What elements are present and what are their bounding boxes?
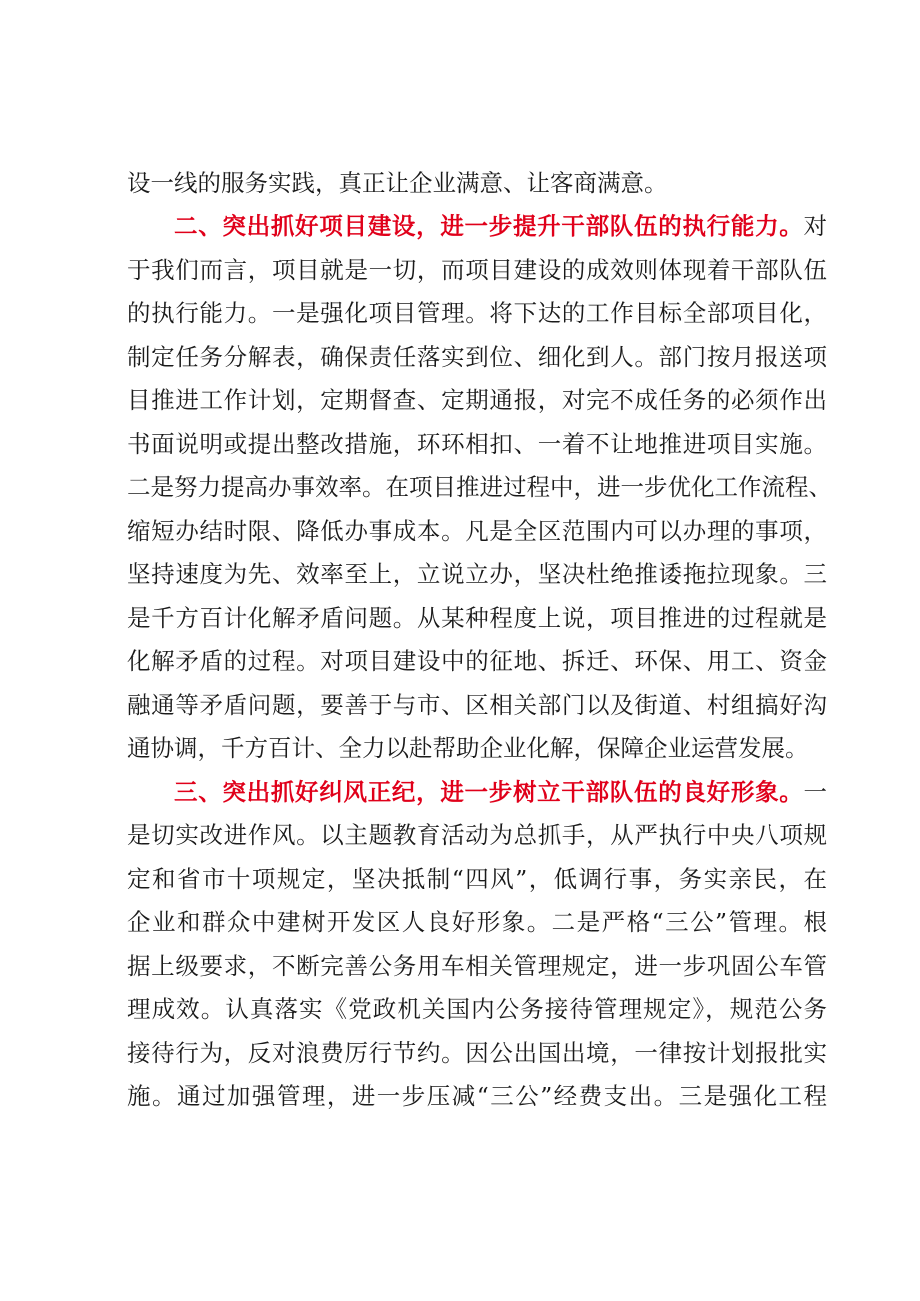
line-text: 缩短办结时限、降低办事成本。凡是全区范围内可以办理的事项， [127, 517, 827, 545]
line-text: 企业和群众中建树开发区人良好形象。二是严格“三公”管理。根 [127, 908, 827, 936]
paragraph-line [127, 1076, 827, 1116]
paragraph-line [127, 859, 827, 899]
paragraph-line [127, 467, 832, 507]
line-text: 坚持速度为先、效率至上，立说立办，坚决杜绝推诿拖拉现象。三 [127, 560, 827, 588]
line-text: 的执行能力。一是强化项目管理。将下达的工作目标全部项目化， [127, 299, 827, 327]
paragraph-line [127, 728, 827, 768]
section-heading-line [174, 206, 827, 246]
line-text: 一 [803, 778, 827, 806]
paragraph-line [127, 989, 827, 1029]
paragraph-line [127, 250, 827, 290]
line-text: 通协调，千方百计、全力以赴帮助企业化解，保障企业运营发展。 [127, 734, 809, 762]
line-text: 接待行为，反对浪费厉行节约。因公出国出境，一律按计划报批实 [127, 1039, 827, 1067]
line-text: 对 [803, 212, 827, 240]
paragraph-line [127, 946, 827, 986]
section-heading-line [174, 772, 827, 812]
paragraph-line [127, 1033, 827, 1073]
line-text: 书面说明或提出整改措施，环环相扣、一着不让地推进项目实施。 [127, 430, 827, 458]
paragraph-line [127, 815, 827, 855]
line-text: 理成效。认真落实《党政机关国内公务接待管理规定》，规范公务 [127, 995, 827, 1023]
paragraph-line [127, 511, 827, 551]
section-heading-two: 二、突出抓好项目建设，进一步提升干部队伍的执行能力。 [174, 212, 804, 240]
line-text: 设一线的服务实践，真正让企业满意、让客商满意。 [127, 169, 668, 197]
paragraph-line [127, 641, 827, 681]
line-text: 定和省市十项规定，坚决抵制“四风”，低调行事，务实亲民，在 [127, 865, 827, 893]
line-text: 施。通过加强管理，进一步压减“三公”经费支出。三是强化工程 [127, 1082, 827, 1110]
paragraph-line [127, 293, 827, 333]
paragraph-line [127, 554, 827, 594]
paragraph-line [127, 163, 827, 203]
line-text: 据上级要求，不断完善公务用车相关管理规定，进一步巩固公车管 [127, 952, 827, 980]
line-text: 于我们而言，项目就是一切，而项目建设的成效则体现着干部队伍 [127, 256, 827, 284]
paragraph-line [127, 337, 827, 377]
line-text: 化解矛盾的过程。对项目建设中的征地、拆迁、环保、用工、资金 [127, 647, 827, 675]
paragraph-line [127, 380, 827, 420]
line-text: 二是努力提高办事效率。在项目推进过程中，进一步优化工作流程、 [127, 473, 832, 501]
line-text: 融通等矛盾问题，要善于与市、区相关部门以及街道、村组搞好沟 [127, 691, 827, 719]
paragraph-line [127, 685, 827, 725]
line-text: 是千方百计化解矛盾问题。从某种程度上说，项目推进的过程就是 [127, 604, 827, 632]
line-text: 制定任务分解表，确保责任落实到位、细化到人。部门按月报送项 [127, 343, 827, 371]
line-text: 目推进工作计划，定期督查、定期通报，对完不成任务的必须作出 [127, 386, 827, 414]
line-text: 是切实改进作风。以主题教育活动为总抓手，从严执行中央八项规 [127, 821, 827, 849]
paragraph-line [127, 902, 827, 942]
section-heading-three: 三、突出抓好纠风正纪，进一步树立干部队伍的良好形象。 [174, 778, 804, 806]
paragraph-line [127, 424, 827, 464]
paragraph-line [127, 598, 827, 638]
